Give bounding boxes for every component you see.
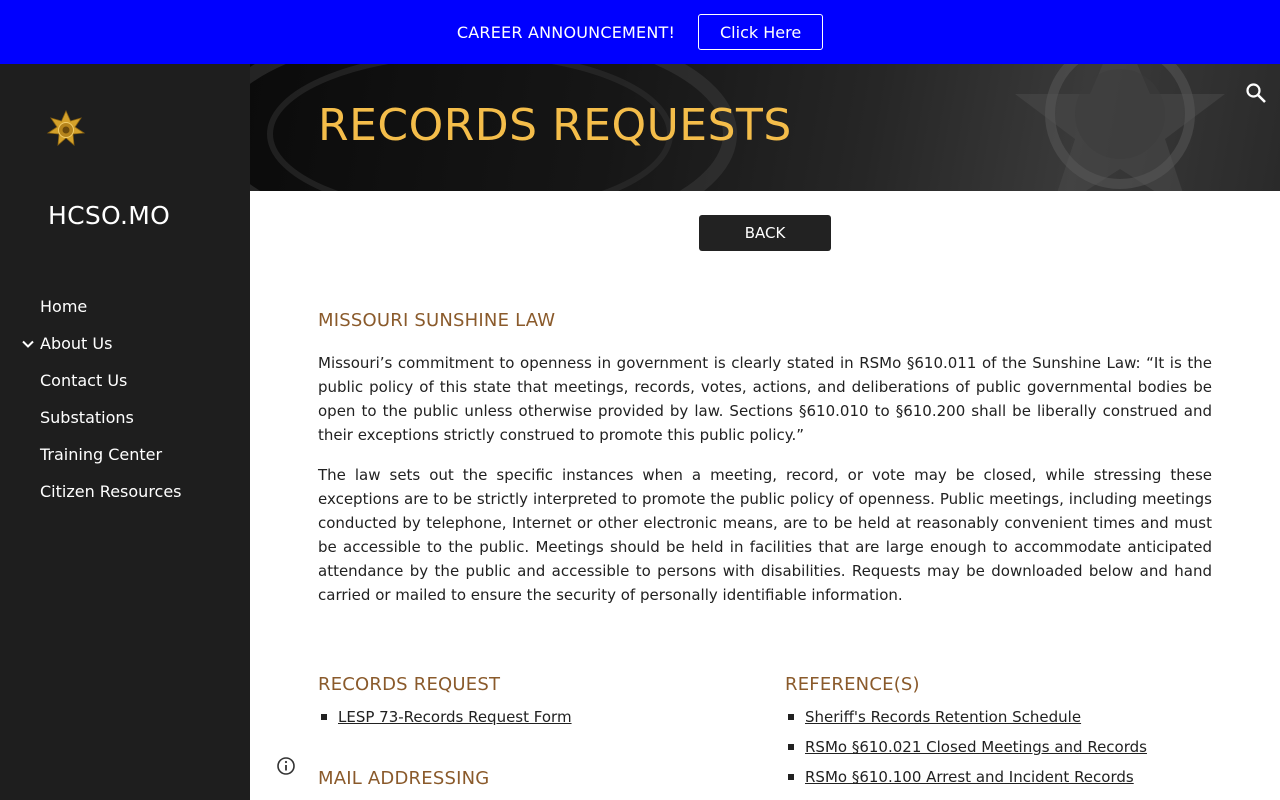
sidebar-item-label: About Us: [40, 334, 113, 353]
sidebar-item-citizen-resources[interactable]: [0, 473, 250, 510]
sidebar-item-label: Contact Us: [40, 371, 128, 390]
bullet-icon: [788, 744, 794, 750]
list-item: [785, 737, 1215, 767]
sidebar-nav: [0, 288, 250, 510]
retention-schedule-link[interactable]: Sheriff's Records Retention Schedule: [805, 708, 1082, 726]
sidebar-item-label: Training Center: [40, 445, 163, 464]
list-item: [318, 707, 748, 737]
list-item: [785, 707, 1215, 737]
chevron-down-icon[interactable]: [20, 336, 36, 352]
info-icon[interactable]: [276, 756, 296, 776]
bullet-icon: [321, 714, 327, 720]
sidebar-item-label: Home: [40, 297, 88, 316]
sidebar-item-label: Substations: [40, 408, 134, 427]
sidebar-item-about-us[interactable]: [0, 325, 250, 362]
sidebar-item-substations[interactable]: [0, 399, 250, 436]
sidebar: [0, 64, 250, 800]
bullet-icon: [788, 774, 794, 780]
click-here-button[interactable]: Click Here: [698, 14, 823, 50]
sidebar-item-label: Citizen Resources: [40, 482, 182, 501]
references-heading: REFERENCE(S): [785, 674, 920, 695]
arrest-incident-records-link[interactable]: RSMo §610.100 Arrest and Incident Records: [805, 768, 1134, 786]
sunshine-paragraph-2: The law sets out the specific instances when a meeting, record, or vote may be closed, while stressing these exceptions are to be strictly interpreted to promote the public policy of openness. Public meetings, including meetings conducted by telephone, Internet or other electronic means, are to be held at reasonably convenient times and must be accessible to the public. Meetings should be held in facilities that are large enough to accommodate anticipated attendance by the public and accessible to persons with disabilities. Requests may be downloaded below and hand carried or mailed to ensure the security of personally identifiable information.: [318, 466, 1212, 604]
bullet-icon: [788, 714, 794, 720]
sidebar-item-home[interactable]: [0, 288, 250, 325]
search-icon[interactable]: [1244, 81, 1268, 105]
announcement-text: CAREER ANNOUNCEMENT!: [456, 22, 676, 42]
list-item: [785, 767, 1215, 797]
sunshine-law-heading: MISSOURI SUNSHINE LAW: [318, 310, 556, 331]
page-title: RECORDS REQUESTS: [318, 100, 792, 151]
sidebar-item-contact-us[interactable]: [0, 362, 250, 399]
references-list: [785, 707, 1215, 797]
records-request-list: [318, 707, 748, 737]
mail-addressing-heading: MAIL ADDRESSING: [318, 768, 490, 789]
announcement-bar: [0, 0, 1280, 64]
sidebar-item-training-center[interactable]: [0, 436, 250, 473]
sheriff-star-badge-icon[interactable]: [46, 110, 86, 150]
site-title[interactable]: HCSO.MO: [48, 201, 171, 230]
header-banner: [250, 64, 1280, 191]
records-request-heading: RECORDS REQUEST: [318, 674, 501, 695]
sunshine-paragraph-1: Missouri’s commitment to openness in government is clearly stated in RSMo §610.011 of the Sunshine Law: “It is the public policy of this state that meetings, records, votes, actions, and deliberations of public governmental bodies be open to the public unless otherwise provided by law. Sections §610.010 to §610.200 shall be liberally construed and their exceptions strictly construed to promote this public policy.”: [318, 354, 1212, 444]
records-request-form-link[interactable]: LESP 73-Records Request Form: [338, 708, 572, 726]
closed-meetings-link[interactable]: RSMo §610.021 Closed Meetings and Records: [805, 738, 1147, 756]
back-button[interactable]: BACK: [699, 215, 831, 251]
